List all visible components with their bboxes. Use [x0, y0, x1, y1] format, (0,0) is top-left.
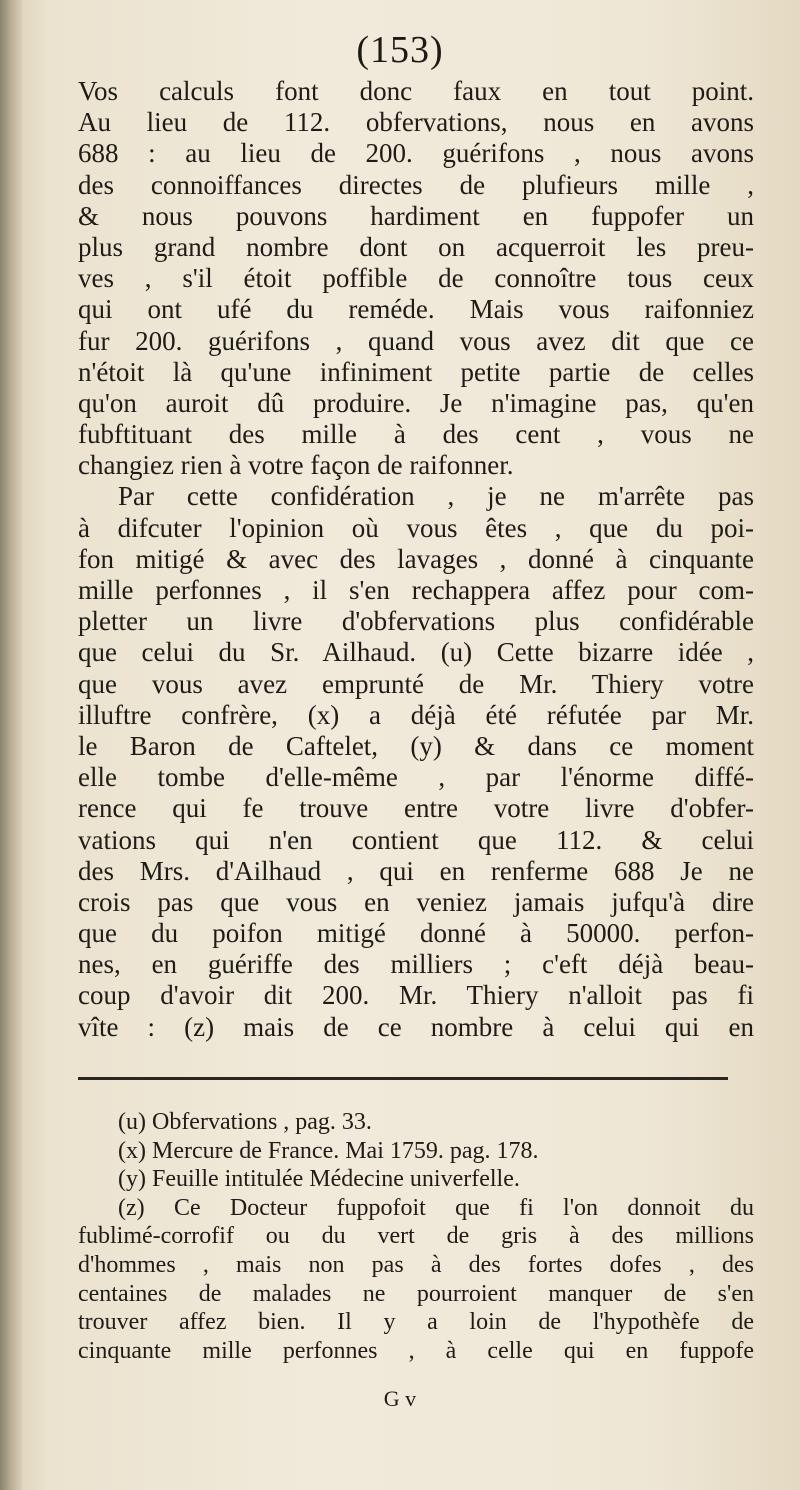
text-line: qui ont ufé du reméde. Mais vous raifonniez — [78, 294, 754, 325]
text-line: coup d'avoir dit 200. Mr. Thiery n'alloit pas fi — [78, 980, 754, 1011]
text-line: des connoiffances directes de plufieurs mille , — [78, 169, 754, 200]
page-number: (153) — [356, 29, 444, 71]
text-line: à difcuter l'opinion où vous êtes , que du poi- — [78, 512, 754, 543]
text-line: crois pas que vous en veniez jamais jufqu'à dire — [78, 886, 754, 917]
text-line: des Mrs. d'Ailhaud , qui en renferme 688 Je ne — [78, 855, 754, 886]
footnotes-block — [78, 1108, 754, 1365]
text-line: plus grand nombre dont on acquerroit les preu- — [78, 231, 754, 262]
text-line: rence qui fe trouve entre votre livre d'obfer- — [78, 793, 754, 824]
text-line: fubftituant des mille à des cent , vous ne — [78, 419, 754, 450]
main-text-block — [78, 76, 754, 1043]
text-line: fon mitigé & avec des lavages , donné à cinquante — [78, 543, 754, 574]
text-line: vations qui n'en contient que 112. & celui — [78, 824, 754, 855]
text-line: vîte : (z) mais de ce nombre à celui qui en — [78, 1011, 754, 1042]
text-line: Vos calculs font donc faux en tout point. — [78, 76, 754, 106]
footnote-line: (x) Mercure de France. Mai 1759. pag. 178. — [118, 1137, 539, 1164]
text-line: illuftre confrère, (x) a déjà été réfutée par Mr. — [78, 699, 754, 730]
footnote-line: (u) Obfervations , pag. 33. — [118, 1109, 372, 1135]
text-line: mille perfonnes , il s'en rechappera affez pour com- — [78, 575, 754, 605]
footnote-line: cinquante mille perfonnes , à celle qui en fuppofe — [78, 1337, 754, 1364]
text-line: 688 : au lieu de 200. guérifons , nous avons — [78, 138, 754, 169]
book-spine-shadow — [0, 0, 22, 1490]
text-line: nes, en guériffe des milliers ; c'eft déjà beau- — [78, 949, 754, 980]
footnote-line: d'hommes , mais non pas à des fortes dofes , des — [78, 1251, 754, 1278]
footnote-divider — [78, 1077, 728, 1080]
footnote-line: (y) Feuille intitulée Médecine univerfelle. — [118, 1166, 520, 1193]
text-line: qu'on auroit dû produire. Je n'imagine pas, qu'en — [78, 387, 754, 418]
text-line: changiez rien à votre façon de raifonner. — [78, 450, 514, 481]
paragraph-start-line: Par cette confidération , je ne m'arrête pas — [118, 481, 754, 512]
text-line: fur 200. guérifons , quand vous avez dit que ce — [78, 325, 754, 356]
text-line: & nous pouvons hardiment en fuppofer un — [78, 200, 754, 231]
text-line: que du poifon mitigé donné à 50000. perfon- — [78, 918, 754, 949]
footnote-line: fublimé-corrofif ou du vert de gris à des millions — [78, 1223, 754, 1250]
signature-mark: G v — [383, 1386, 417, 1411]
text-line: elle tombe d'elle-même , par l'énorme diffé- — [78, 762, 754, 793]
text-line: Au lieu de 112. obfervations, nous en avons — [78, 107, 754, 138]
text-line: n'étoit là qu'une infiniment petite partie de celles — [78, 356, 754, 387]
text-line: que vous avez emprunté de Mr. Thiery votre — [78, 668, 754, 699]
text-line: ves , s'il étoit poffible de connoître tous ceux — [78, 263, 754, 294]
text-line: pletter un livre d'obfervations plus confidérable — [78, 606, 754, 637]
footnote-line: trouver affez bien. Il y a loin de l'hypothèfe de — [78, 1309, 754, 1336]
text-line: le Baron de Caftelet, (y) & dans ce moment — [78, 730, 754, 761]
text-line: que celui du Sr. Ailhaud. (u) Cette bizarre idée , — [78, 637, 754, 668]
footnote-line: (z) Ce Docteur fuppofoit que fi l'on donnoit du — [118, 1194, 754, 1221]
footnote-line: centaines de malades ne pourroient manquer de s'en — [78, 1280, 754, 1307]
